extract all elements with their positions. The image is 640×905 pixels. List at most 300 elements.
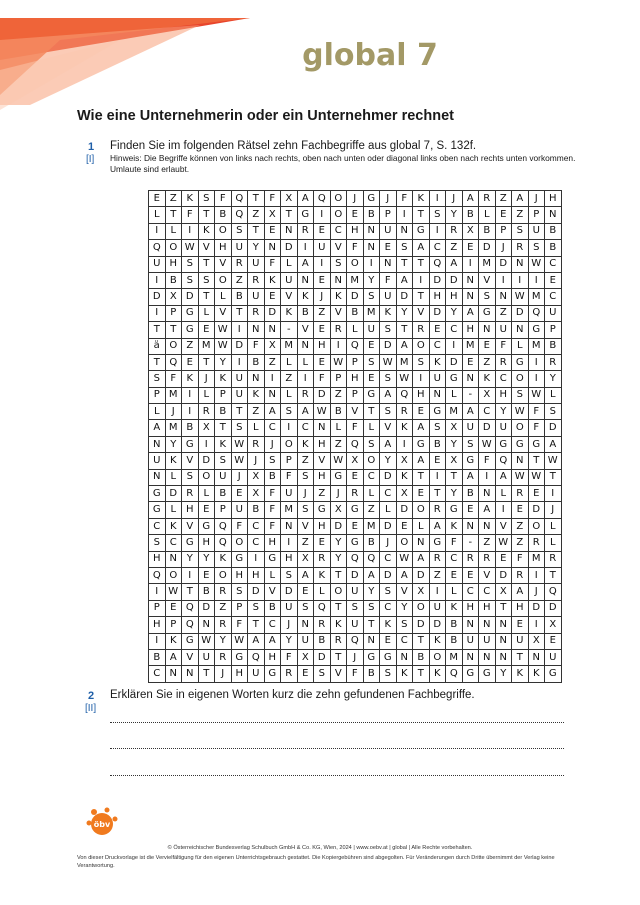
grid-cell[interactable]: A [149, 420, 166, 436]
grid-cell[interactable]: I [396, 436, 413, 452]
grid-cell[interactable]: J [545, 502, 562, 518]
grid-cell[interactable]: N [495, 649, 512, 665]
grid-cell[interactable]: D [495, 256, 512, 272]
grid-cell[interactable]: Z [479, 354, 496, 370]
grid-cell[interactable]: J [528, 191, 545, 207]
grid-cell[interactable]: Z [248, 404, 265, 420]
grid-cell[interactable]: L [215, 289, 232, 305]
grid-cell[interactable]: O [165, 338, 182, 354]
grid-cell[interactable]: A [429, 518, 446, 534]
grid-cell[interactable]: M [165, 420, 182, 436]
grid-cell[interactable]: C [363, 469, 380, 485]
grid-cell[interactable]: E [165, 600, 182, 616]
grid-cell[interactable]: M [165, 387, 182, 403]
grid-cell[interactable]: Y [281, 633, 298, 649]
grid-cell[interactable]: Q [545, 584, 562, 600]
grid-cell[interactable]: L [446, 387, 463, 403]
grid-cell[interactable]: N [495, 617, 512, 633]
grid-cell[interactable]: U [149, 256, 166, 272]
grid-cell[interactable]: U [248, 666, 265, 682]
grid-cell[interactable]: F [528, 420, 545, 436]
grid-cell[interactable]: Z [512, 535, 529, 551]
grid-cell[interactable]: H [165, 256, 182, 272]
grid-cell[interactable]: D [380, 338, 397, 354]
grid-cell[interactable]: E [182, 354, 199, 370]
grid-cell[interactable]: B [462, 486, 479, 502]
grid-cell[interactable]: V [330, 305, 347, 321]
grid-cell[interactable]: U [429, 371, 446, 387]
grid-cell[interactable]: I [281, 420, 298, 436]
grid-cell[interactable]: W [182, 240, 199, 256]
grid-cell[interactable]: S [462, 436, 479, 452]
grid-cell[interactable]: W [314, 404, 331, 420]
grid-cell[interactable]: P [545, 322, 562, 338]
grid-cell[interactable]: C [149, 666, 166, 682]
grid-cell[interactable]: Q [347, 633, 364, 649]
grid-cell[interactable]: A [413, 551, 430, 567]
grid-cell[interactable]: N [149, 469, 166, 485]
grid-cell[interactable]: G [429, 404, 446, 420]
grid-cell[interactable]: Q [314, 191, 331, 207]
grid-cell[interactable]: X [446, 420, 463, 436]
grid-cell[interactable]: R [314, 551, 331, 567]
grid-cell[interactable]: L [413, 518, 430, 534]
grid-cell[interactable]: T [231, 404, 248, 420]
grid-cell[interactable]: D [347, 567, 364, 583]
grid-cell[interactable]: N [462, 649, 479, 665]
grid-cell[interactable]: Y [495, 666, 512, 682]
grid-cell[interactable]: H [149, 551, 166, 567]
grid-cell[interactable]: B [149, 649, 166, 665]
grid-cell[interactable]: B [545, 223, 562, 239]
grid-cell[interactable]: E [495, 551, 512, 567]
grid-cell[interactable]: R [215, 617, 232, 633]
grid-cell[interactable]: U [231, 502, 248, 518]
grid-cell[interactable]: Z [165, 191, 182, 207]
grid-cell[interactable]: F [264, 191, 281, 207]
grid-cell[interactable]: U [462, 420, 479, 436]
grid-cell[interactable]: M [446, 404, 463, 420]
grid-cell[interactable]: Z [264, 354, 281, 370]
grid-cell[interactable]: N [165, 666, 182, 682]
grid-cell[interactable]: V [182, 649, 199, 665]
grid-cell[interactable]: T [330, 600, 347, 616]
grid-cell[interactable]: O [281, 436, 298, 452]
grid-cell[interactable]: R [198, 404, 215, 420]
grid-cell[interactable]: L [149, 404, 166, 420]
grid-cell[interactable]: D [380, 567, 397, 583]
grid-cell[interactable]: S [528, 240, 545, 256]
grid-cell[interactable]: R [512, 567, 529, 583]
grid-cell[interactable]: B [347, 305, 364, 321]
grid-cell[interactable]: C [545, 256, 562, 272]
grid-cell[interactable]: K [429, 666, 446, 682]
grid-cell[interactable]: G [182, 305, 199, 321]
grid-cell[interactable]: E [380, 240, 397, 256]
grid-cell[interactable]: S [264, 453, 281, 469]
grid-cell[interactable]: N [396, 649, 413, 665]
grid-cell[interactable]: Z [182, 338, 199, 354]
grid-cell[interactable]: T [363, 404, 380, 420]
grid-cell[interactable]: D [429, 617, 446, 633]
grid-cell[interactable]: E [462, 240, 479, 256]
grid-cell[interactable]: S [182, 469, 199, 485]
grid-cell[interactable]: R [528, 535, 545, 551]
grid-cell[interactable]: N [264, 387, 281, 403]
grid-cell[interactable]: K [297, 289, 314, 305]
grid-cell[interactable]: E [231, 486, 248, 502]
grid-cell[interactable]: T [248, 191, 265, 207]
grid-cell[interactable]: F [165, 371, 182, 387]
grid-cell[interactable]: J [297, 486, 314, 502]
grid-cell[interactable]: I [297, 371, 314, 387]
grid-cell[interactable]: K [248, 387, 265, 403]
grid-cell[interactable]: B [446, 633, 463, 649]
grid-cell[interactable]: F [512, 551, 529, 567]
grid-cell[interactable]: Z [330, 436, 347, 452]
grid-cell[interactable]: H [198, 535, 215, 551]
grid-cell[interactable]: E [512, 502, 529, 518]
grid-cell[interactable]: U [429, 600, 446, 616]
grid-cell[interactable]: B [545, 338, 562, 354]
grid-cell[interactable]: O [363, 453, 380, 469]
grid-cell[interactable]: G [314, 502, 331, 518]
grid-cell[interactable]: H [314, 436, 331, 452]
grid-cell[interactable]: X [264, 338, 281, 354]
grid-cell[interactable]: D [347, 289, 364, 305]
grid-cell[interactable]: W [231, 436, 248, 452]
grid-cell[interactable]: L [281, 354, 298, 370]
grid-cell[interactable]: D [413, 617, 430, 633]
grid-cell[interactable]: H [215, 240, 232, 256]
grid-cell[interactable]: O [429, 649, 446, 665]
grid-cell[interactable]: R [248, 272, 265, 288]
grid-cell[interactable]: O [413, 338, 430, 354]
grid-cell[interactable]: C [545, 289, 562, 305]
grid-cell[interactable]: L [545, 387, 562, 403]
grid-cell[interactable]: G [347, 502, 364, 518]
grid-cell[interactable]: I [248, 551, 265, 567]
grid-cell[interactable]: J [347, 191, 364, 207]
grid-cell[interactable]: W [495, 535, 512, 551]
grid-cell[interactable]: D [330, 518, 347, 534]
grid-cell[interactable]: M [446, 649, 463, 665]
grid-cell[interactable]: T [149, 354, 166, 370]
grid-cell[interactable]: A [512, 191, 529, 207]
grid-cell[interactable]: X [462, 223, 479, 239]
grid-cell[interactable]: Q [149, 240, 166, 256]
grid-cell[interactable]: D [545, 600, 562, 616]
grid-cell[interactable]: F [231, 617, 248, 633]
grid-cell[interactable]: E [363, 371, 380, 387]
grid-cell[interactable]: F [264, 518, 281, 534]
grid-cell[interactable]: H [314, 338, 331, 354]
grid-cell[interactable]: H [413, 387, 430, 403]
grid-cell[interactable]: A [264, 633, 281, 649]
grid-cell[interactable]: G [363, 191, 380, 207]
grid-cell[interactable]: F [231, 518, 248, 534]
grid-cell[interactable]: R [429, 551, 446, 567]
grid-cell[interactable]: A [462, 469, 479, 485]
grid-cell[interactable]: L [165, 223, 182, 239]
grid-cell[interactable]: W [215, 322, 232, 338]
grid-cell[interactable]: T [215, 420, 232, 436]
grid-cell[interactable]: W [528, 256, 545, 272]
grid-cell[interactable]: Q [215, 535, 232, 551]
grid-cell[interactable]: B [363, 666, 380, 682]
grid-cell[interactable]: A [363, 567, 380, 583]
grid-cell[interactable]: U [281, 486, 298, 502]
grid-cell[interactable]: I [297, 240, 314, 256]
grid-cell[interactable]: O [215, 567, 232, 583]
grid-cell[interactable]: N [281, 518, 298, 534]
grid-cell[interactable]: F [380, 272, 397, 288]
grid-cell[interactable]: B [215, 486, 232, 502]
grid-cell[interactable]: P [231, 600, 248, 616]
grid-cell[interactable]: S [396, 617, 413, 633]
grid-cell[interactable]: F [281, 469, 298, 485]
grid-cell[interactable]: P [149, 600, 166, 616]
grid-cell[interactable]: L [248, 420, 265, 436]
grid-cell[interactable]: V [215, 305, 232, 321]
grid-cell[interactable]: K [264, 272, 281, 288]
grid-cell[interactable]: R [413, 322, 430, 338]
grid-cell[interactable]: V [182, 518, 199, 534]
grid-cell[interactable]: S [149, 535, 166, 551]
grid-cell[interactable]: F [528, 404, 545, 420]
grid-cell[interactable]: K [165, 453, 182, 469]
grid-cell[interactable]: C [380, 486, 397, 502]
grid-cell[interactable]: D [396, 502, 413, 518]
grid-cell[interactable]: N [198, 617, 215, 633]
grid-cell[interactable]: L [165, 469, 182, 485]
grid-cell[interactable]: U [215, 469, 232, 485]
grid-cell[interactable]: Y [396, 305, 413, 321]
grid-cell[interactable]: A [165, 649, 182, 665]
grid-cell[interactable]: T [248, 617, 265, 633]
grid-cell[interactable]: C [429, 338, 446, 354]
grid-cell[interactable]: S [330, 256, 347, 272]
grid-cell[interactable]: C [248, 535, 265, 551]
grid-cell[interactable]: E [462, 354, 479, 370]
grid-cell[interactable]: L [264, 567, 281, 583]
grid-cell[interactable]: C [165, 535, 182, 551]
grid-cell[interactable]: O [165, 567, 182, 583]
grid-cell[interactable]: E [380, 633, 397, 649]
grid-cell[interactable]: K [182, 371, 199, 387]
grid-cell[interactable]: K [198, 223, 215, 239]
grid-cell[interactable]: Q [182, 617, 199, 633]
grid-cell[interactable]: B [330, 404, 347, 420]
grid-cell[interactable]: H [429, 289, 446, 305]
grid-cell[interactable]: H [446, 289, 463, 305]
grid-cell[interactable]: I [495, 272, 512, 288]
grid-cell[interactable]: B [545, 240, 562, 256]
grid-cell[interactable]: V [330, 666, 347, 682]
grid-cell[interactable]: G [347, 535, 364, 551]
grid-cell[interactable]: U [281, 600, 298, 616]
grid-cell[interactable]: E [446, 567, 463, 583]
grid-cell[interactable]: X [165, 289, 182, 305]
grid-cell[interactable]: W [528, 469, 545, 485]
grid-cell[interactable]: U [231, 371, 248, 387]
grid-cell[interactable]: N [479, 649, 496, 665]
grid-cell[interactable]: I [528, 567, 545, 583]
grid-cell[interactable]: F [264, 502, 281, 518]
grid-cell[interactable]: J [264, 436, 281, 452]
grid-cell[interactable]: D [314, 387, 331, 403]
grid-cell[interactable]: N [182, 666, 199, 682]
grid-cell[interactable]: G [363, 649, 380, 665]
grid-cell[interactable]: O [231, 535, 248, 551]
grid-cell[interactable]: R [215, 649, 232, 665]
grid-cell[interactable]: B [165, 272, 182, 288]
grid-cell[interactable]: G [446, 371, 463, 387]
grid-cell[interactable]: L [198, 387, 215, 403]
grid-cell[interactable]: C [396, 633, 413, 649]
grid-cell[interactable]: Q [446, 666, 463, 682]
grid-cell[interactable]: E [479, 338, 496, 354]
grid-cell[interactable]: G [462, 666, 479, 682]
grid-cell[interactable]: G [182, 633, 199, 649]
grid-cell[interactable]: A [512, 584, 529, 600]
grid-cell[interactable]: Z [281, 371, 298, 387]
grid-cell[interactable]: C [264, 420, 281, 436]
grid-cell[interactable]: E [347, 469, 364, 485]
grid-cell[interactable]: U [545, 649, 562, 665]
grid-cell[interactable]: V [198, 240, 215, 256]
grid-cell[interactable]: E [545, 633, 562, 649]
grid-cell[interactable]: E [198, 502, 215, 518]
grid-cell[interactable]: T [182, 584, 199, 600]
grid-cell[interactable]: - [462, 535, 479, 551]
grid-cell[interactable]: I [446, 338, 463, 354]
grid-cell[interactable]: R [512, 486, 529, 502]
grid-cell[interactable]: Q [347, 436, 364, 452]
grid-cell[interactable]: W [165, 584, 182, 600]
grid-cell[interactable]: W [479, 436, 496, 452]
grid-cell[interactable]: N [248, 371, 265, 387]
grid-cell[interactable]: X [330, 502, 347, 518]
grid-cell[interactable]: L [297, 354, 314, 370]
grid-cell[interactable]: Z [314, 305, 331, 321]
grid-cell[interactable]: D [380, 518, 397, 534]
grid-cell[interactable]: W [396, 371, 413, 387]
grid-cell[interactable]: O [215, 272, 232, 288]
grid-cell[interactable]: K [165, 518, 182, 534]
grid-cell[interactable]: U [198, 649, 215, 665]
grid-cell[interactable]: Y [198, 551, 215, 567]
grid-cell[interactable]: O [165, 240, 182, 256]
grid-cell[interactable]: L [363, 420, 380, 436]
grid-cell[interactable]: T [413, 469, 430, 485]
grid-cell[interactable]: L [314, 584, 331, 600]
grid-cell[interactable]: G [297, 207, 314, 223]
grid-cell[interactable]: W [231, 453, 248, 469]
grid-cell[interactable]: N [495, 289, 512, 305]
grid-cell[interactable]: A [396, 338, 413, 354]
grid-cell[interactable]: S [297, 600, 314, 616]
grid-cell[interactable]: K [479, 371, 496, 387]
grid-cell[interactable]: I [363, 256, 380, 272]
answer-line[interactable] [110, 775, 564, 776]
grid-cell[interactable]: S [380, 584, 397, 600]
grid-cell[interactable]: W [231, 633, 248, 649]
grid-cell[interactable]: I [264, 371, 281, 387]
grid-cell[interactable]: D [248, 584, 265, 600]
grid-cell[interactable]: M [528, 551, 545, 567]
grid-cell[interactable]: V [314, 453, 331, 469]
grid-cell[interactable]: F [347, 420, 364, 436]
grid-cell[interactable]: T [248, 223, 265, 239]
grid-cell[interactable]: I [330, 338, 347, 354]
grid-cell[interactable]: N [462, 272, 479, 288]
grid-cell[interactable]: R [182, 486, 199, 502]
grid-cell[interactable]: T [396, 322, 413, 338]
grid-cell[interactable]: H [347, 371, 364, 387]
grid-cell[interactable]: B [231, 289, 248, 305]
grid-cell[interactable]: R [215, 584, 232, 600]
grid-cell[interactable]: J [528, 584, 545, 600]
grid-cell[interactable]: A [396, 567, 413, 583]
grid-cell[interactable]: J [215, 666, 232, 682]
grid-cell[interactable]: I [314, 256, 331, 272]
grid-cell[interactable]: ä [149, 338, 166, 354]
grid-cell[interactable]: D [413, 567, 430, 583]
grid-cell[interactable]: S [380, 371, 397, 387]
grid-cell[interactable]: Z [495, 305, 512, 321]
grid-cell[interactable]: A [297, 567, 314, 583]
grid-cell[interactable]: S [396, 240, 413, 256]
grid-cell[interactable]: J [446, 191, 463, 207]
grid-cell[interactable]: I [512, 272, 529, 288]
grid-cell[interactable]: L [281, 387, 298, 403]
grid-cell[interactable]: T [413, 633, 430, 649]
grid-cell[interactable]: A [462, 191, 479, 207]
grid-cell[interactable]: C [264, 617, 281, 633]
grid-cell[interactable]: I [231, 322, 248, 338]
grid-cell[interactable]: A [413, 240, 430, 256]
grid-cell[interactable]: I [528, 272, 545, 288]
grid-cell[interactable]: J [380, 535, 397, 551]
grid-cell[interactable]: T [413, 666, 430, 682]
grid-cell[interactable]: Z [297, 453, 314, 469]
grid-cell[interactable]: Z [479, 535, 496, 551]
grid-cell[interactable]: B [462, 207, 479, 223]
grid-cell[interactable]: E [314, 223, 331, 239]
grid-cell[interactable]: C [479, 584, 496, 600]
grid-cell[interactable]: M [347, 272, 364, 288]
grid-cell[interactable]: D [281, 240, 298, 256]
grid-cell[interactable]: C [446, 551, 463, 567]
grid-cell[interactable]: O [198, 469, 215, 485]
grid-cell[interactable]: E [462, 502, 479, 518]
grid-cell[interactable]: T [281, 207, 298, 223]
grid-cell[interactable]: R [479, 551, 496, 567]
grid-cell[interactable]: D [512, 305, 529, 321]
grid-cell[interactable]: S [380, 322, 397, 338]
grid-cell[interactable]: E [413, 404, 430, 420]
grid-cell[interactable]: G [149, 486, 166, 502]
grid-cell[interactable]: K [446, 518, 463, 534]
grid-cell[interactable]: L [198, 305, 215, 321]
grid-cell[interactable]: Y [182, 551, 199, 567]
grid-cell[interactable]: J [380, 191, 397, 207]
grid-cell[interactable]: M [528, 289, 545, 305]
grid-cell[interactable]: R [479, 191, 496, 207]
grid-cell[interactable]: D [198, 600, 215, 616]
grid-cell[interactable]: V [479, 272, 496, 288]
